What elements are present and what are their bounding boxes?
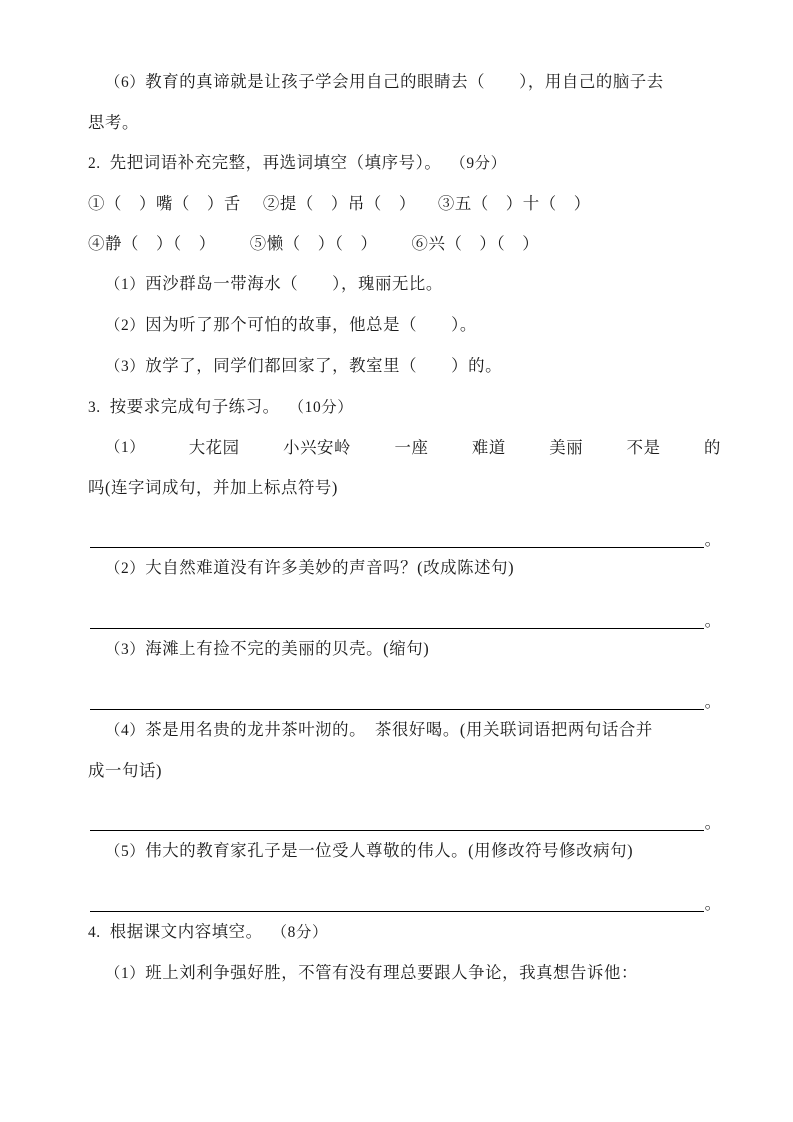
question2-title: 先把词语补充完整，再选词填空（填序号）。 bbox=[109, 153, 442, 172]
question3-item1-line2: 吗(连字词成句，并加上标点符号) bbox=[88, 478, 338, 497]
question2-fill-item-3-text: 放学了，同学们都回家了，教室里（ ）的。 bbox=[145, 356, 503, 375]
question4-number: 4. bbox=[88, 924, 101, 941]
question2-fill-item-1-label: （1） bbox=[105, 276, 146, 293]
question4-item1-label: （1） bbox=[105, 965, 146, 982]
question3-item1-words-line bbox=[105, 428, 721, 468]
answer-rule[interactable] bbox=[90, 885, 704, 912]
question3-item1-label: （1） bbox=[105, 439, 146, 456]
question2-idiom-row-2 bbox=[88, 224, 721, 264]
spacer bbox=[145, 428, 188, 468]
question1-item6-text: 教育的真谛就是让孩子学会用自己的眼睛去（ ），用自己的脑子去 bbox=[145, 72, 664, 91]
question2-fill-item-2 bbox=[105, 305, 721, 346]
question4-title: 根据课文内容填空。 bbox=[109, 922, 263, 941]
question3-item5-text: 伟大的教育家孔子是一位受人尊敬的伟人。(用修改符号修改病句) bbox=[145, 841, 634, 860]
answer-end-period: 。 bbox=[704, 530, 721, 549]
question3-score: （10分） bbox=[288, 399, 354, 416]
question3-item3 bbox=[105, 629, 721, 670]
question1-item6-label: （6） bbox=[105, 74, 146, 91]
question3-item2-label: （2） bbox=[105, 560, 146, 577]
question2-heading bbox=[88, 143, 721, 184]
spacer bbox=[583, 428, 626, 468]
spacer bbox=[428, 428, 471, 468]
idiom-item-6: ⑥兴（ ）（ ） bbox=[411, 234, 540, 253]
idiom-item-5: ⑤懒（ ）（ ） bbox=[249, 234, 378, 253]
question3-item4-text: 茶是用名贵的龙井茶叶沏的。 茶很好喝。(用关联词语把两句话合并 bbox=[145, 720, 653, 739]
question2-fill-item-1 bbox=[105, 264, 721, 305]
spacer bbox=[661, 428, 704, 468]
question3-title: 按要求完成句子练习。 bbox=[109, 397, 280, 416]
question3-item3-label: （3） bbox=[105, 641, 146, 658]
spacer bbox=[506, 428, 549, 468]
idiom-item-4: ④静（ ）（ ） bbox=[88, 234, 216, 253]
question4-heading bbox=[88, 912, 721, 953]
question1-item6-line2: 思考。 bbox=[88, 113, 139, 132]
answer-rule[interactable] bbox=[90, 602, 704, 629]
scrambled-word: 小兴安岭 bbox=[283, 438, 352, 457]
answer-rule[interactable] bbox=[90, 683, 704, 710]
question4-score: （8分） bbox=[271, 924, 328, 941]
question3-item2-text: 大自然难道没有许多美妙的声音吗？(改成陈述句) bbox=[145, 558, 515, 577]
answer-line-5[interactable] bbox=[90, 872, 721, 912]
question2-score: （9分） bbox=[450, 155, 507, 172]
answer-line-4[interactable] bbox=[90, 791, 721, 831]
answer-line-2[interactable] bbox=[90, 589, 721, 629]
question3-item4-line2: 成一句话) bbox=[88, 761, 163, 780]
question2-number: 2. bbox=[88, 155, 101, 172]
question3-item2 bbox=[105, 548, 721, 589]
question3-number: 3. bbox=[88, 399, 101, 416]
scrambled-word: 美丽 bbox=[549, 438, 584, 457]
question4-item1-text: 班上刘利争强好胜，不管有没有理总要跟人争论，我真想告诉他： bbox=[145, 963, 639, 982]
idiom-item-1: ①（ ）嘴（ ）舌 bbox=[88, 194, 241, 213]
question3-heading bbox=[88, 387, 721, 428]
idiom-item-2: ②提（ ）吊（ ） bbox=[262, 194, 416, 213]
question2-fill-item-1-text: 西沙群岛一带海水（ ），瑰丽无比。 bbox=[145, 274, 443, 293]
question2-fill-item-3 bbox=[105, 346, 721, 387]
question3-item3-text: 海滩上有捡不完的美丽的贝壳。(缩句) bbox=[145, 639, 430, 658]
answer-rule[interactable] bbox=[90, 521, 704, 548]
question2-fill-item-3-label: （3） bbox=[105, 358, 146, 375]
answer-line-1[interactable] bbox=[90, 508, 721, 548]
question2-idiom-row-1 bbox=[88, 184, 721, 224]
question3-item4-label: （4） bbox=[105, 722, 146, 739]
spacer bbox=[351, 428, 394, 468]
answer-end-period: 。 bbox=[704, 611, 721, 630]
answer-end-period: 。 bbox=[704, 692, 721, 711]
question1-item6-line1 bbox=[105, 62, 721, 103]
scrambled-word: 一座 bbox=[394, 438, 429, 457]
idiom-item-3: ③五（ ）十（ ） bbox=[437, 194, 591, 213]
scrambled-word: 的 bbox=[704, 438, 722, 457]
answer-end-period: 。 bbox=[704, 813, 721, 832]
answer-rule[interactable] bbox=[90, 804, 704, 831]
question2-fill-item-2-label: （2） bbox=[105, 317, 146, 334]
spacer bbox=[240, 428, 283, 468]
answer-end-period: 。 bbox=[704, 894, 721, 913]
scrambled-word: 难道 bbox=[471, 438, 506, 457]
scrambled-word: 大花园 bbox=[188, 438, 240, 457]
scrambled-word: 不是 bbox=[626, 438, 661, 457]
answer-line-3[interactable] bbox=[90, 670, 721, 710]
question3-item4-line1 bbox=[105, 710, 721, 751]
question2-fill-item-2-text: 因为听了那个可怕的故事，他总是（ ）。 bbox=[145, 315, 477, 334]
question3-item5 bbox=[105, 831, 721, 872]
question3-item5-label: （5） bbox=[105, 843, 146, 860]
question4-item1 bbox=[105, 953, 721, 994]
